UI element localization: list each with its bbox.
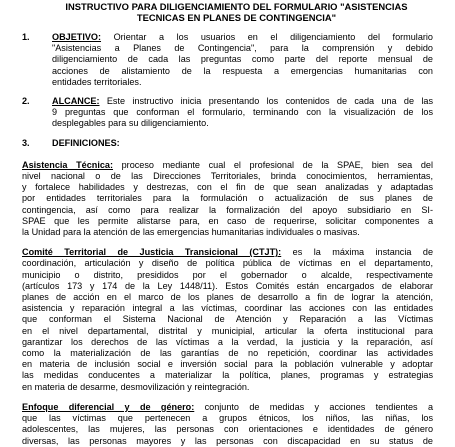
section-label: ALCANCE: — [52, 96, 100, 107]
text-line: diversas, las personas mayores y las personas con discapacidad en su status de — [22, 435, 433, 446]
text-line: Orientar a los usuarios en el diligenciamiento del formulario — [101, 32, 433, 42]
text-line: SPAE que les permite alistarse para, en caso de requerirse, solicitar componentes a — [22, 215, 433, 226]
title-line-2: TECNICAS EN PLANES DE CONTINGENCIA" — [136, 12, 337, 23]
text-line: garantizar los derechos de las víctimas a la verdad, la justicia y la reparación, así — [22, 336, 433, 347]
text-line: desplegables para su diligenciamiento. — [52, 118, 209, 129]
text-line: Este instructivo inicia presentando los contenidos de cada una de las — [99, 96, 433, 107]
section-number: 3. — [22, 137, 30, 148]
text-line: (artículos 173 y 174 de la Ley 1448/11). Estos Comités están encargados de elaborar — [22, 280, 433, 291]
text-line: diligenciamiento de cada las preguntas como parte del reporte mensual de — [52, 54, 433, 65]
section-body — [52, 96, 433, 130]
section-body — [52, 138, 433, 149]
text-line: las medidas conducentes a materializar la política, planes, programas y estrategias — [22, 370, 433, 381]
text-line: acciones de alistamiento de la respuesta a emergencias humanitarias con — [52, 65, 433, 76]
text-line: es la máxima instancia de — [281, 247, 433, 258]
text-line: "Asistencias a Planes de Contingencia", para la comprensión y debido — [52, 43, 433, 54]
definition-term: Comité Territorial de Justicia Transicional (CTJT): — [22, 247, 282, 258]
definition-enfoque-diferencial — [22, 402, 433, 447]
section-number: 2. — [22, 96, 30, 107]
section-body — [52, 32, 433, 88]
section-label: DEFINICIONES: — [52, 137, 120, 148]
definition-ctjt — [22, 247, 433, 393]
text-line: municipio o distrito, presididos por el gobernador o alcalde, respectivamente — [22, 269, 433, 280]
section-definiciones — [22, 138, 433, 149]
text-line: como la materialización de las garantías de no repetición, coordinar las actividades — [22, 348, 433, 359]
title-line-1: INSTRUCTIVO PARA DILIGENCIAMIENTO DEL FORMULARIO "ASISTENCIAS — [65, 1, 408, 12]
text-line: proceso mediante cual el profesional de la SPAE, bien sea del — [113, 159, 433, 170]
text-line: conjunto de medidas y acciones tendientes a — [194, 401, 434, 412]
text-line: contingencia, así como para realizar la formalización del apoyo subsidiario en SI- — [22, 204, 433, 215]
section-alcance — [22, 96, 433, 130]
text-line: adolescentes, las mujeres, las personas con orientaciones e identidades de género — [22, 424, 433, 435]
text-line: en materia de desarme, desmovilización y reintegración. — [22, 381, 250, 392]
definition-term: Enfoque diferencial y de género: — [22, 401, 195, 412]
definition-term: Asistencia Técnica: — [22, 159, 113, 170]
text-line: en el nivel departamental, distrital y municipial, articular la oferta institucional para — [22, 325, 433, 336]
section-label: OBJETIVO: — [52, 32, 102, 42]
text-line: por entidades territoriales para la formulación o actualización de sus planes de — [22, 193, 433, 204]
section-objetivo — [22, 32, 433, 88]
text-line: coordinación, articulación y diseño de política pública de víctimas en el departamento, — [22, 258, 433, 269]
text-line: asistencia y reparación integral a las víctimas, coordinar las acciones con las entidades — [22, 303, 433, 314]
text-line: planes de acción en el marco de los planes de desarrollo a fin de lograr la atención, — [22, 292, 433, 303]
text-line: entidades territoriales. — [52, 76, 142, 87]
text-line: y fortalece habilidades y destrezas, con el fin de que sean analizadas y adaptadas — [22, 182, 433, 193]
text-line: que conforman el Sistema Nacional de Atención y Reparación a las Víctimas — [22, 314, 433, 325]
text-line: en materia de inclusión social e inversión social para la población vulnerable y adoptar — [22, 359, 433, 370]
text-line: que las víctimas que pertenecen a grupos étnicos, los niños, las niñas, los — [22, 413, 433, 424]
text-line: nivel nacional o de las Direcciones Territoriales, brinda conocimientos, herramientas, — [22, 171, 433, 182]
text-line: 9 preguntas que conforman el formulario, terminando con la visualización de los — [52, 107, 433, 118]
section-number: 1. — [22, 32, 30, 42]
definition-asistencia-tecnica — [22, 160, 433, 238]
document-title — [40, 1, 433, 23]
text-line: la Unidad para la atención de las emergencias humanitarias individuales o masivas. — [22, 227, 360, 238]
